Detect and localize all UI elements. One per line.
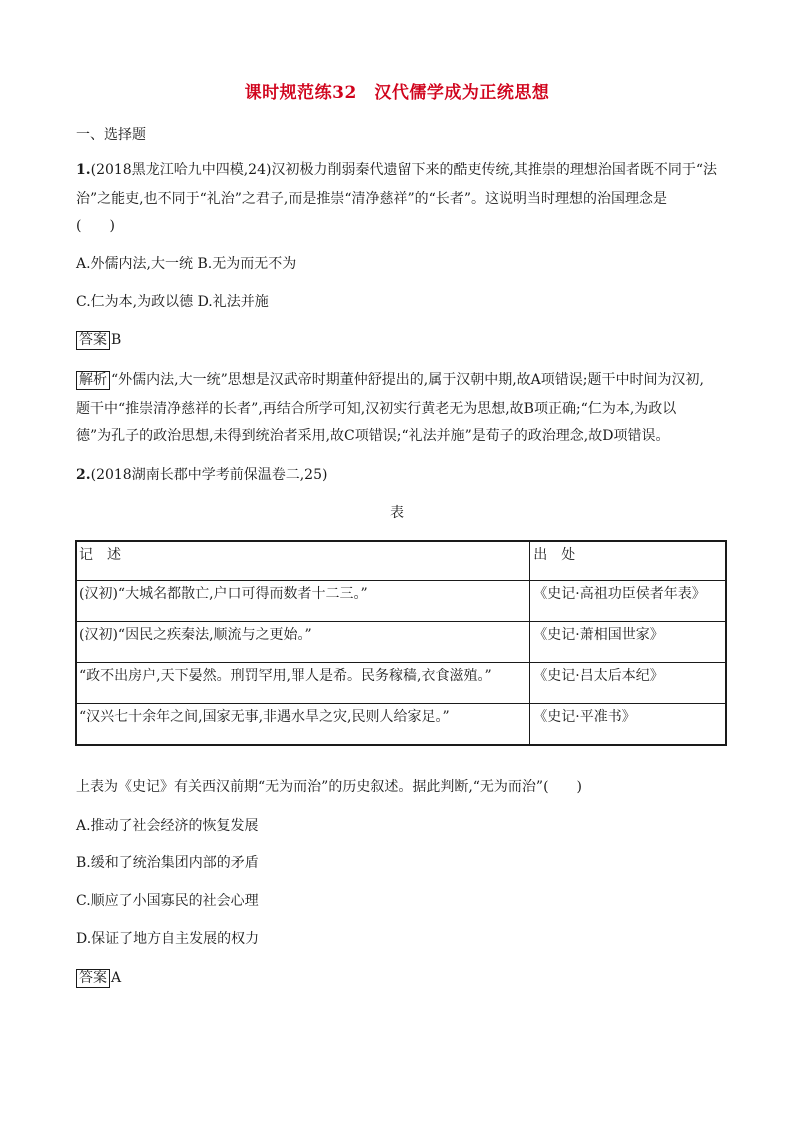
table-row bbox=[76, 581, 726, 622]
q1-analysis-line-3: 德”为孔子的政治思想,未得到统治者采用,故C项错误;“礼法并施”是荀子的政治理念,故D项错误。 bbox=[76, 428, 670, 444]
table-header-cell: 出 处 bbox=[530, 541, 726, 581]
table-caption: 表 bbox=[390, 505, 404, 521]
analysis-label: 解析 bbox=[76, 371, 110, 390]
q1-answer bbox=[76, 330, 121, 350]
answer-value: B bbox=[111, 332, 122, 348]
table-cell: 《史记·高祖功臣侯者年表》 bbox=[530, 581, 726, 622]
q1-options-2: C.仁为本,为政以德 D.礼法并施 bbox=[76, 294, 269, 310]
q1-text-1: (2018黑龙江哈九中四模,24)汉初极力削弱秦代遗留下来的酷吏传统,其推崇的理想治国者既不同于“法 bbox=[90, 162, 718, 178]
q1-number: 1. bbox=[76, 162, 91, 178]
table-row bbox=[76, 622, 726, 663]
table-cell: “政不出房户,天下晏然。刑罚罕用,罪人是希。民务稼穑,衣食滋殖。” bbox=[76, 663, 530, 704]
q2-line-1 bbox=[76, 465, 327, 485]
table-cell: 《史记·萧相国世家》 bbox=[530, 622, 726, 663]
q1-analysis-line-1 bbox=[76, 370, 704, 390]
table-cell: (汉初)“因民之疾秦法,顺流与之更始。” bbox=[76, 622, 530, 663]
q2-stem: 上表为《史记》有关西汉前期“无为而治”的历史叙述。据此判断,“无为而治”( ) bbox=[76, 779, 583, 795]
q2-option-c: C.顺应了小国寡民的社会心理 bbox=[76, 893, 259, 909]
table-cell: (汉初)“大城名都散亡,户口可得而数者十二三。” bbox=[76, 581, 530, 622]
answer-label: 答案 bbox=[76, 331, 110, 350]
q2-answer bbox=[76, 968, 121, 988]
table-header-cell: 记 述 bbox=[76, 541, 530, 581]
answer-label: 答案 bbox=[76, 969, 110, 988]
table-row bbox=[76, 663, 726, 704]
q1-line-3: ( ) bbox=[76, 218, 115, 234]
q1-line-2: 治”之能吏,也不同于“礼治”之君子,而是推崇“清净慈祥”的“长者”。这说明当时理想的治国理念是 bbox=[76, 191, 667, 207]
section-heading: 一、选择题 bbox=[76, 127, 146, 143]
q2-option-b: B.缓和了统治集团内部的矛盾 bbox=[76, 855, 259, 871]
table-header-row bbox=[76, 541, 726, 581]
table-cell: 《史记·平准书》 bbox=[530, 704, 726, 746]
history-table bbox=[75, 540, 727, 746]
table-cell: “汉兴七十余年之间,国家无事,非遇水旱之灾,民则人给家足。” bbox=[76, 704, 530, 746]
q2-number: 2. bbox=[76, 467, 91, 483]
q1-line-1 bbox=[76, 160, 717, 180]
table-cell: 《史记·吕太后本纪》 bbox=[530, 663, 726, 704]
analysis-text-1: “外儒内法,大一统”思想是汉武帝时期董仲舒提出的,属于汉朝中期,故A项错误;题干中时间为汉初, bbox=[111, 372, 704, 388]
q2-option-d: D.保证了地方自主发展的权力 bbox=[76, 931, 260, 947]
page-title: 课时规范练32 汉代儒学成为正统思想 bbox=[244, 83, 550, 103]
q2-source: (2018湖南长郡中学考前保温卷二,25) bbox=[90, 467, 328, 483]
q2-option-a: A.推动了社会经济的恢复发展 bbox=[76, 818, 259, 834]
answer-value: A bbox=[111, 970, 122, 986]
table-row bbox=[76, 704, 726, 746]
q1-analysis-line-2: 题干中“推崇清净慈祥的长者”,再结合所学可知,汉初实行黄老无为思想,故B项正确;“仁为本,为政以 bbox=[76, 401, 677, 417]
q1-options-1: A.外儒内法,大一统 B.无为而无不为 bbox=[76, 256, 297, 272]
